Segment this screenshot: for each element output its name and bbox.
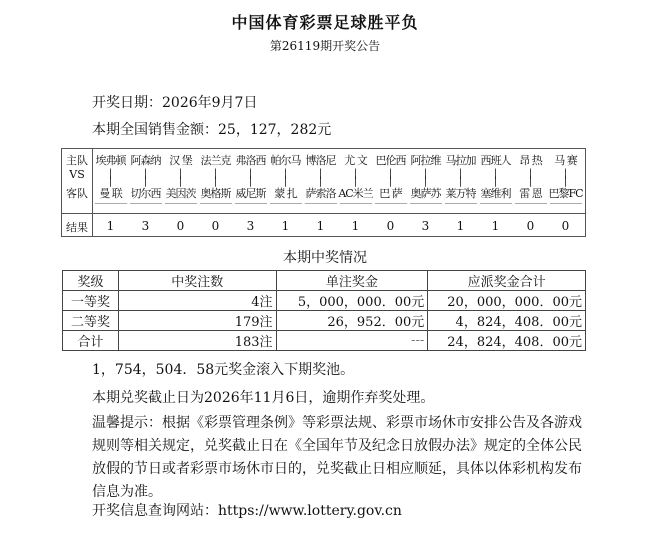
home-team: 帕尔马 xyxy=(270,154,301,167)
separator-line: ———— xyxy=(94,199,127,209)
sales-amount: 本期全国销售金额：25，127，282元 xyxy=(92,122,332,138)
draw-date: 开奖日期：2026年9月7日 xyxy=(92,95,258,111)
home-team: 阿拉维 xyxy=(410,154,441,167)
separator-line: ———— xyxy=(164,199,197,209)
match-result: 3 xyxy=(141,219,150,233)
prize-header-count: 中奖注数 xyxy=(118,271,276,291)
separator-line: ———— xyxy=(514,199,547,209)
away-team: 蒙 扎 xyxy=(274,187,297,200)
home-team: 马 赛 xyxy=(554,154,577,167)
match-result: 0 xyxy=(211,219,220,233)
total-prize: 24，824，408．00元 xyxy=(428,331,586,351)
result-row-label: 结果 xyxy=(66,221,88,234)
prize-table xyxy=(62,270,586,351)
match-grid xyxy=(61,148,586,237)
vs-separator: | xyxy=(143,176,148,187)
vs-separator: | xyxy=(388,168,393,179)
away-team: 巴黎FC xyxy=(548,187,583,200)
vs-separator: | xyxy=(458,176,463,187)
issue-subtitle: 第26119期开奖公告 xyxy=(269,39,381,53)
home-row-label: 主队 xyxy=(66,154,88,167)
prize-level: 一等奖 xyxy=(63,291,119,311)
per-prize: 26，952．00元 xyxy=(276,311,428,331)
notice-paragraph: 温馨提示：根据《彩票管理条例》等彩票法规、彩票市场休市安排公告及各游戏规则等相关规定，兑奖截止日在《全国年节及纪念日放假办法》规定的全体公民放假的节日或者彩票市场休市日的，兑奖截止日相应顺延，具体以体彩机构发布信息为准。 xyxy=(92,415,582,500)
home-team: 尤 文 xyxy=(344,154,367,167)
match-column xyxy=(233,149,268,236)
vs-separator: | xyxy=(143,168,148,179)
vs-separator: | xyxy=(178,168,183,179)
vs-separator: | xyxy=(213,176,218,187)
away-team: AC米兰 xyxy=(338,187,373,200)
away-team: 奥格斯 xyxy=(200,187,231,200)
home-team: 汉 堡 xyxy=(169,154,192,167)
separator-line: ———— xyxy=(409,199,442,209)
match-result: 3 xyxy=(246,219,255,233)
prize-header-level: 奖级 xyxy=(63,271,119,291)
away-team: 萨索洛 xyxy=(305,187,336,200)
match-column xyxy=(408,149,443,236)
home-team: 西班人 xyxy=(480,154,511,167)
table-row xyxy=(63,311,586,331)
vs-separator: | xyxy=(318,176,323,187)
match-result: 3 xyxy=(421,219,430,233)
winner-count: 183注 xyxy=(118,331,276,351)
vs-separator: | xyxy=(528,176,533,187)
vs-separator: | xyxy=(283,176,288,187)
match-result: 1 xyxy=(351,219,360,233)
vs-separator: | xyxy=(563,176,568,187)
winner-count: 179注 xyxy=(118,311,276,331)
total-prize: 4，824，408．00元 xyxy=(428,311,586,331)
vs-separator: | xyxy=(213,168,218,179)
prize-section-title: 本期中奖情况 xyxy=(283,250,367,266)
away-row-label: 客队 xyxy=(66,187,88,200)
away-team: 威尼斯 xyxy=(235,187,266,200)
separator-line: ———— xyxy=(129,199,162,209)
home-team: 埃弗顿 xyxy=(95,154,126,167)
vs-separator: | xyxy=(108,176,113,187)
separator-line: ———— xyxy=(549,199,582,209)
per-prize: --- xyxy=(276,331,428,351)
vs-separator: | xyxy=(283,168,288,179)
match-column xyxy=(303,149,338,236)
vs-separator: | xyxy=(458,168,463,179)
away-team: 莱万特 xyxy=(445,187,476,200)
announcement-title: 中国体育彩票足球胜平负 xyxy=(231,13,419,32)
vs-separator: | xyxy=(248,168,253,179)
match-column xyxy=(548,149,583,236)
match-result: 1 xyxy=(281,219,290,233)
home-team: 阿森纳 xyxy=(130,154,161,167)
away-team: 雷 恩 xyxy=(519,187,542,200)
home-team: 巴伦西 xyxy=(375,154,406,167)
vs-separator: | xyxy=(423,168,428,179)
table-row xyxy=(63,291,586,311)
separator-line: ———— xyxy=(339,199,372,209)
match-column xyxy=(198,149,233,236)
website-line: 开奖信息查询网站：https://www.lottery.gov.cn xyxy=(92,503,402,519)
match-result: 0 xyxy=(561,219,570,233)
vs-separator: | xyxy=(423,176,428,187)
vs-separator: | xyxy=(353,168,358,179)
vs-row-label: VS xyxy=(69,168,85,181)
match-column xyxy=(513,149,548,236)
match-result: 0 xyxy=(176,219,185,233)
away-team: 美因茨 xyxy=(165,187,196,200)
prize-level: 二等奖 xyxy=(63,311,119,331)
away-team: 曼 联 xyxy=(99,187,122,200)
winner-count: 4注 xyxy=(118,291,276,311)
match-column xyxy=(163,149,198,236)
per-prize: 5，000，000．00元 xyxy=(276,291,428,311)
separator-line: ———— xyxy=(234,199,267,209)
away-team: 奥萨苏 xyxy=(410,187,441,200)
match-result: 1 xyxy=(491,219,500,233)
separator-line: ———— xyxy=(479,199,512,209)
vs-separator: | xyxy=(493,176,498,187)
vs-separator: | xyxy=(563,168,568,179)
vs-separator: | xyxy=(318,168,323,179)
vs-separator: | xyxy=(353,176,358,187)
match-result: 0 xyxy=(526,219,535,233)
home-team: 昂 热 xyxy=(519,154,542,167)
deadline-note: 本期兑奖截止日为2026年11月6日，逾期作弃奖处理。 xyxy=(92,390,435,406)
away-team: 巴 萨 xyxy=(379,187,402,200)
match-result: 0 xyxy=(386,219,395,233)
vs-separator: | xyxy=(178,176,183,187)
separator-line: ———— xyxy=(444,199,477,209)
match-result: 1 xyxy=(456,219,465,233)
vs-separator: | xyxy=(388,176,393,187)
match-column xyxy=(373,149,408,236)
match-column xyxy=(443,149,478,236)
vs-separator: | xyxy=(108,168,113,179)
rollover-note: 1，754，504．58元奖金滚入下期奖池。 xyxy=(92,362,355,378)
separator-line: ———— xyxy=(269,199,302,209)
match-column xyxy=(268,149,303,236)
match-column xyxy=(338,149,373,236)
vs-separator: | xyxy=(528,168,533,179)
separator-line: ———— xyxy=(199,199,232,209)
match-column xyxy=(93,149,128,236)
separator-line: ———— xyxy=(374,199,407,209)
vs-separator: | xyxy=(248,176,253,187)
home-team: 法兰克 xyxy=(200,154,231,167)
match-result: 1 xyxy=(316,219,325,233)
home-team: 弗洛西 xyxy=(235,154,266,167)
prize-header-total: 应派奖金合计 xyxy=(428,271,586,291)
home-team: 博洛尼 xyxy=(305,154,336,167)
table-row xyxy=(63,331,586,351)
prize-header-per: 单注奖金 xyxy=(276,271,428,291)
total-prize: 20，000，000．00元 xyxy=(428,291,586,311)
match-column xyxy=(478,149,513,236)
away-team: 塞维利 xyxy=(480,187,511,200)
separator-line: ———— xyxy=(304,199,337,209)
away-team: 切尔西 xyxy=(130,187,161,200)
match-column xyxy=(128,149,163,236)
prize-level: 合计 xyxy=(63,331,119,351)
home-team: 马拉加 xyxy=(445,154,476,167)
vs-separator: | xyxy=(493,168,498,179)
match-result: 1 xyxy=(106,219,115,233)
